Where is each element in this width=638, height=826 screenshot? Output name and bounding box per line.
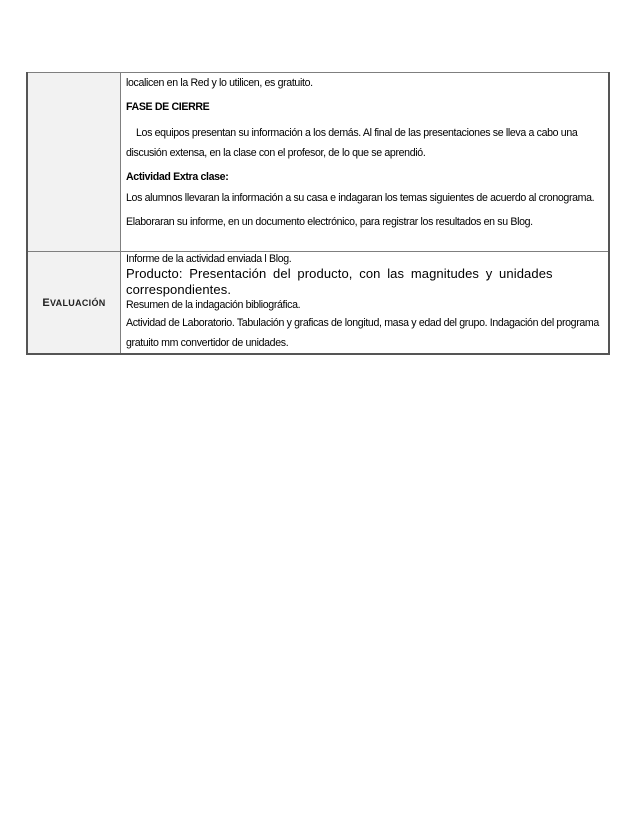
informe-line: Informe de la actividad enviada l Blog. [126, 253, 292, 265]
side-cell-empty [27, 73, 121, 252]
cierre-paragraph: Los equipos presentan su información a los demás. Al final de las presentaciones se lleva a cabo una discusión extensa, en la clase con el profesor, de lo que se aprendió. [126, 127, 578, 159]
extra-clase-heading: Actividad Extra clase: [126, 171, 229, 183]
evaluation-label-cell [27, 252, 121, 355]
elaborate-report-paragraph: Elaboraran su informe, en un documento electrónico, para registrar los resultados en su Blog. [126, 216, 533, 228]
evaluation-cell [121, 252, 610, 355]
table-row-evaluation [27, 252, 609, 355]
laboratorio-paragraph: Actividad de Laboratorio. Tabulación y graficas de longitud, masa y edad del grupo. Indagación del programa gratuito mm convertidor de unidades. [126, 317, 599, 349]
evaluation-label: EVALUACIÓN [42, 296, 106, 309]
producto-line: Producto: Presentación del producto, con las magnitudes y unidades correspondientes. [126, 266, 553, 297]
lesson-plan-table [26, 72, 610, 355]
continued-line: localicen en la Red y lo utilicen, es gratuito. [126, 77, 313, 89]
extra-clase-paragraph: Los alumnos llevaran la información a su casa e indagaran los temas siguientes de acuerdo al cronograma. [126, 192, 595, 204]
resumen-line: Resumen de la indagación bibliográfica. [126, 299, 301, 311]
table-row-activities [27, 73, 609, 252]
activities-cell [121, 73, 610, 252]
cierre-heading: FASE DE CIERRE [126, 101, 210, 113]
